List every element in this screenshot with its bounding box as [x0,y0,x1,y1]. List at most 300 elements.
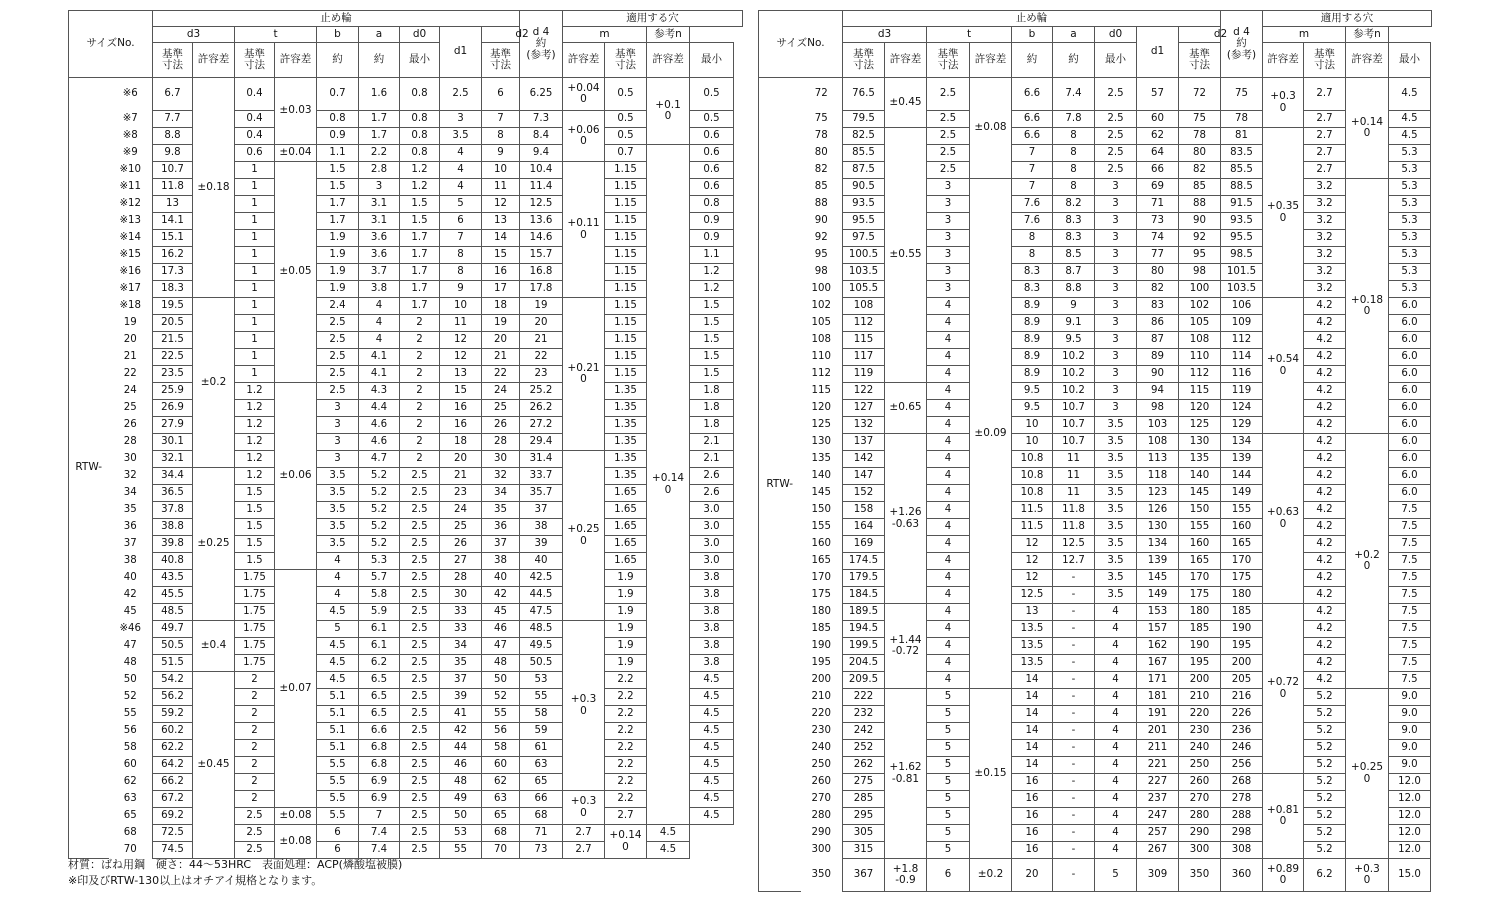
m-value: 2.7 [1304,128,1346,145]
d0-value: 2.5 [400,706,440,723]
table-row [759,570,1432,587]
b-value: 12 [1012,536,1053,553]
table-row [69,553,743,570]
d1-value: 290 [1179,825,1221,842]
size-no: 40 [109,570,153,587]
d1-value: 45 [482,604,520,621]
m-value: 4.2 [1304,451,1346,468]
d2-value: 119 [1221,383,1263,400]
t-value: 5 [927,689,970,706]
d4-value: 73 [1137,213,1179,230]
size-no: 30 [109,451,153,468]
retaining-ring-header: 止め輪 [153,11,520,27]
d4-value: 167 [1137,655,1179,672]
m-tolerance: +0.14 0 [647,145,690,825]
table-row [759,417,1432,434]
d4-value: 9 [440,281,482,298]
d4-value: 237 [1137,791,1179,808]
d4-header: d 4 約 (参考) [520,11,563,78]
table-row [759,842,1432,859]
a-value: 3.6 [359,230,400,247]
m-value: 1.35 [605,400,647,417]
t-value: 1 [235,315,275,332]
d1-header: d1 [440,27,482,78]
ref-n-value: 6.0 [1389,451,1431,468]
t-tolerance: ±0.07 [275,570,317,808]
table-row [759,553,1432,570]
d1-value: 155 [1179,519,1221,536]
d2-value: 278 [1221,791,1263,808]
d2-value: 91.5 [1221,196,1263,213]
ref-n-value: 3.8 [690,638,734,655]
a-value: 6.8 [359,757,400,774]
ref-n-value: 3.8 [690,570,734,587]
d0-value: 3.5 [1095,485,1137,502]
b-value: 7 [1012,145,1053,162]
d3-value: 142 [843,451,885,468]
d3-value: 30.1 [153,434,193,451]
size-no: ※16 [109,264,153,281]
d2-value: 78 [1221,111,1263,128]
ref-n-value: 4.5 [690,757,734,774]
d1-value: 58 [482,740,520,757]
d0-value: 3 [1095,247,1137,264]
d4-value: 55 [440,842,482,859]
a-value: 3.7 [359,264,400,281]
b-value: 11.5 [1012,502,1053,519]
d2-value: 180 [1221,587,1263,604]
size-no: 72 [801,78,843,111]
ref-n-value: 4.5 [690,706,734,723]
m-value: 4.2 [1304,468,1346,485]
a-value: 8.7 [1053,264,1095,281]
b-value: 1.5 [317,179,359,196]
d3-value: 117 [843,349,885,366]
b-value: 16 [1012,808,1053,825]
d2-tolerance: +0.72 0 [1263,604,1304,774]
ref-n-value: 5.3 [1389,281,1431,298]
table-row [69,587,743,604]
d4-value: 157 [1137,621,1179,638]
size-no: 90 [801,213,843,230]
m-value: 1.9 [605,570,647,587]
d1-value: 210 [1179,689,1221,706]
t-header: t [927,27,1012,43]
m-value: 1.35 [605,434,647,451]
d4-value: 13 [440,366,482,383]
t-value: 5 [927,757,970,774]
t-value: 1.5 [235,502,275,519]
d1-value: 10 [482,162,520,179]
t-value: 1.75 [235,587,275,604]
size-no: 20 [109,332,153,349]
size-no: 37 [109,536,153,553]
d2-value: 170 [1221,553,1263,570]
d4-value: 42 [440,723,482,740]
table-row [759,740,1432,757]
size-no: 102 [801,298,843,315]
b-value: 8.9 [1012,332,1053,349]
b-value: 2.5 [317,332,359,349]
b-value: 11.5 [1012,519,1053,536]
d1-value: 110 [1179,349,1221,366]
t-value: 2.5 [927,162,970,179]
size-no: 22 [109,366,153,383]
b-value: 1.9 [317,230,359,247]
d3-value: 184.5 [843,587,885,604]
retaining-ring-header: 止め輪 [843,11,1221,27]
d1-value: 270 [1179,791,1221,808]
d1-value: 85 [1179,179,1221,196]
t-value: 4 [927,638,970,655]
size-no: 47 [109,638,153,655]
d1-value: 50 [482,672,520,689]
table-row [69,264,743,281]
table-row [759,825,1432,842]
size-no: 92 [801,230,843,247]
t-value: 1 [235,230,275,247]
d4-value: 153 [1137,604,1179,621]
d2-value: 93.5 [1221,213,1263,230]
table-row [759,281,1432,298]
tolerance-header: 許容差 [885,43,927,78]
d2-value: 155 [1221,502,1263,519]
m-value: 0.5 [605,111,647,128]
d1-value: 28 [482,434,520,451]
b-value: 7 [1012,162,1053,179]
b-value: 4.5 [317,638,359,655]
left-table-body [69,78,743,859]
d0-value: 3.5 [1095,451,1137,468]
t-value: 3 [927,196,970,213]
d4-value: 27 [440,553,482,570]
ref-n-value: 4.5 [1389,111,1431,128]
d4-value: 48 [440,774,482,791]
d0-value: 2 [400,332,440,349]
ref-n-value: 9.0 [1389,757,1431,774]
t-value: 4 [927,315,970,332]
m-tolerance: +0.14 0 [1346,78,1389,179]
a-value: 11 [1053,468,1095,485]
d2-value: 190 [1221,621,1263,638]
ref-n-value: 5.3 [1389,213,1431,230]
size-no-header: サイズNo. [69,11,153,78]
table-row [69,315,743,332]
d3-tolerance: ±0.18 [193,78,235,298]
ref-n-value: 6.0 [1389,383,1431,400]
d3-value: 242 [843,723,885,740]
size-no: ※6 [109,78,153,111]
d2-tolerance: +0.25 0 [563,451,605,621]
d1-value: 190 [1179,638,1221,655]
table-row [69,485,743,502]
m-tolerance: +0.25 0 [1346,689,1389,859]
t-value: 5 [927,842,970,859]
a-value: - [1053,791,1095,808]
m-value: 4.2 [1304,621,1346,638]
d0-value: 2.5 [400,570,440,587]
d0-value: 2.5 [400,655,440,672]
m-value: 2.7 [1304,162,1346,179]
b-value: 2.5 [317,315,359,332]
d0-value: 2.5 [400,604,440,621]
d3-value: 59.2 [153,706,193,723]
t-value: 2.5 [235,808,275,825]
ref-n-value: 5.3 [1389,230,1431,247]
d0-value: 2.5 [400,757,440,774]
m-tolerance: +0.2 0 [1346,434,1389,689]
ref-n-value: 5.3 [1389,179,1431,196]
a-value: 1.7 [359,128,400,145]
t-tolerance: ±0.08 [275,808,317,825]
m-value: 3.2 [1304,230,1346,247]
size-no: 165 [801,553,843,570]
d2-value: 68 [520,808,563,825]
size-no-header: サイズNo. [759,11,843,78]
d3-value: 43.5 [153,570,193,587]
d2-value: 144 [1221,468,1263,485]
b-value: 9.5 [1012,383,1053,400]
a-header: a [359,27,400,43]
ref-n-value: 0.9 [690,213,734,230]
d1-value: 35 [482,502,520,519]
d1-value: 160 [1179,536,1221,553]
ref-n-value: 1.2 [690,281,734,298]
size-no: 145 [801,485,843,502]
d2-value: 216 [1221,689,1263,706]
table-row [69,213,743,230]
d2-value: 21 [520,332,563,349]
d3-value: 48.5 [153,604,193,621]
d2-value: 200 [1221,655,1263,672]
d4-value: 113 [1137,451,1179,468]
d0-value: 4 [1095,604,1137,621]
t-value: 1 [235,162,275,179]
a-value: 5.9 [359,604,400,621]
d0-value: 2.5 [400,536,440,553]
d1-value: 300 [1179,842,1221,859]
m-value: 2.7 [1304,111,1346,128]
d1-value: 135 [1179,451,1221,468]
m-value: 1.65 [605,502,647,519]
basic-dim-header: 基準寸法 [482,43,520,78]
d3-tolerance: ±0.45 [193,672,235,859]
d3-value: 17.3 [153,264,193,281]
b-value: 3.5 [317,502,359,519]
d3-value: 32.1 [153,451,193,468]
t-value: 0.4 [235,128,275,145]
d4-value: 6 [440,213,482,230]
d2-value: 298 [1221,825,1263,842]
ref-n-value: 12.0 [1389,808,1431,825]
a-value: - [1053,655,1095,672]
d4-value: 66 [1137,162,1179,179]
d1-value: 7 [482,111,520,128]
d0-value: 2 [400,400,440,417]
t-value: 4 [927,621,970,638]
m-value: 4.2 [1304,570,1346,587]
d4-value: 44 [440,740,482,757]
table-row [759,621,1432,638]
b-value: 5.5 [317,808,359,825]
a-value: 8 [1053,179,1095,196]
d2-value: 13.6 [520,213,563,230]
d4-value: 37 [440,672,482,689]
table-row [69,672,743,689]
d4-value: 171 [1137,672,1179,689]
table-row [759,655,1432,672]
d3-value: 38.8 [153,519,193,536]
d4-value: 162 [1137,638,1179,655]
table-row [759,791,1432,808]
d4-value: 33 [440,604,482,621]
d2-value: 73 [520,842,563,859]
d4-value: 12 [440,349,482,366]
ref-n-value: 12.0 [1389,774,1431,791]
ref-n-value: 7.5 [1389,502,1431,519]
d1-value: 102 [1179,298,1221,315]
t-value: 1.2 [235,451,275,468]
m-value: 1.15 [605,366,647,383]
b-value: 8.9 [1012,349,1053,366]
d0-value: 3.5 [1095,434,1137,451]
d3-header: d3 [843,27,927,43]
d1-value: 6 [482,78,520,111]
d1-value: 12 [482,196,520,213]
t-value: 5 [927,774,970,791]
t-value: 5 [927,706,970,723]
table-row [69,78,743,111]
d4-value: 69 [1137,179,1179,196]
d3-value: 9.8 [153,145,193,162]
ref-n-value: 6.0 [1389,332,1431,349]
a-value: 1.7 [359,111,400,128]
m-value: 4.2 [1304,315,1346,332]
d1-value: 62 [482,774,520,791]
b-value: 14 [1012,672,1053,689]
d1-value: 60 [482,757,520,774]
a-value: 11 [1053,451,1095,468]
material-note: 材質：ばね用鋼 硬さ：44～53HRC 表面処理：ACP(燐酸塩被膜) [68,858,403,871]
table-row [759,859,1432,892]
b-value: 13.5 [1012,655,1053,672]
d2-value: 101.5 [1221,264,1263,281]
d1-value: 13 [482,213,520,230]
d0-value: 2.5 [1095,128,1137,145]
d1-value: 185 [1179,621,1221,638]
ref-n-value: 0.6 [690,128,734,145]
size-no: 350 [801,859,843,892]
table-row [69,400,743,417]
d2-value: 83.5 [1221,145,1263,162]
t-value: 2 [235,774,275,791]
b-value: 1.1 [317,145,359,162]
b-value: 2.5 [317,349,359,366]
size-no: 280 [801,808,843,825]
d3-value: 115 [843,332,885,349]
ref-n-value: 1.8 [690,383,734,400]
m-value: 1.65 [605,553,647,570]
tolerance-header: 許容差 [563,43,605,78]
d0-value: 2.5 [1095,145,1137,162]
a-value: 6.9 [359,791,400,808]
ref-n-value: 4.5 [647,842,690,859]
size-no: 85 [801,179,843,196]
m-value: 1.15 [605,298,647,315]
b-value: 20 [1012,859,1053,892]
d1-value: 26 [482,417,520,434]
d3-value: 10.7 [153,162,193,179]
d3-value: 285 [843,791,885,808]
size-no: 56 [109,723,153,740]
d3-value: 40.8 [153,553,193,570]
b-value: 14 [1012,723,1053,740]
a-value: 3.1 [359,213,400,230]
d1-value: 14 [482,230,520,247]
b-value: 0.9 [317,128,359,145]
b-value: 0.8 [317,111,359,128]
a-value: 5.2 [359,485,400,502]
d0-value: 2.5 [400,791,440,808]
table-row [69,570,743,587]
b-value: 7.6 [1012,196,1053,213]
ref-n-value: 7.5 [1389,519,1431,536]
d3-value: 108 [843,298,885,315]
d3-value: 20.5 [153,315,193,332]
d3-value: 27.9 [153,417,193,434]
d2-value: 40 [520,553,563,570]
b-value: 3.5 [317,485,359,502]
size-no: 175 [801,587,843,604]
d3-value: 147 [843,468,885,485]
d4-value: 18 [440,434,482,451]
table-row [759,774,1432,791]
a-value: 12.5 [1053,536,1095,553]
d0-value: 3 [1095,400,1137,417]
a-value: 2.8 [359,162,400,179]
d2-value: 236 [1221,723,1263,740]
table-row [759,757,1432,774]
size-no: 21 [109,349,153,366]
ref-n-value: 0.8 [690,196,734,213]
b-value: 5.1 [317,689,359,706]
t-value: 3 [927,281,970,298]
t-value: 1 [235,366,275,383]
table-row [759,264,1432,281]
d0-value: 2.5 [400,774,440,791]
a-value: 6.9 [359,774,400,791]
d2-value: 50.5 [520,655,563,672]
d0-value: 1.7 [400,230,440,247]
d3-value: 199.5 [843,638,885,655]
a-value: 4.6 [359,417,400,434]
d2-header: d2 [482,27,563,43]
t-value: 4 [927,332,970,349]
d3-value: 36.5 [153,485,193,502]
d3-tolerance: ±0.65 [885,383,927,434]
a-value: 12.7 [1053,553,1095,570]
d3-value: 21.5 [153,332,193,349]
d0-value: 4 [1095,791,1137,808]
d2-value: 75 [1221,78,1263,111]
b-value: 16 [1012,774,1053,791]
d1-value: 47 [482,638,520,655]
d0-value: 3 [1095,366,1137,383]
m-value: 3.2 [1304,213,1346,230]
d2-value: 149 [1221,485,1263,502]
table-row [69,604,743,621]
d1-value: 40 [482,570,520,587]
